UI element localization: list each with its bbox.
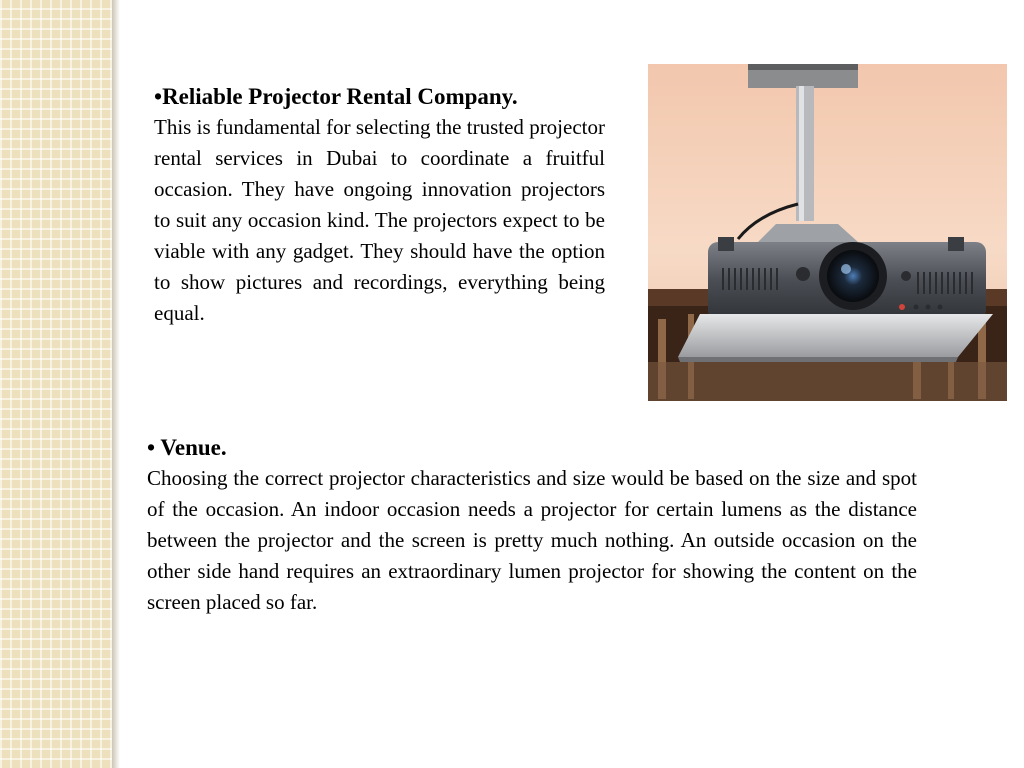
- bullet-marker: •: [147, 435, 161, 460]
- decorative-side-band: [0, 0, 112, 768]
- heading-text: Reliable Projector Rental Company.: [162, 84, 518, 109]
- section-heading: [147, 432, 917, 463]
- section-venue: [147, 432, 917, 618]
- section-body: Choosing the correct projector characteristics and size would be based on the size and spot of the occasion. An indoor occasion needs a projector for certain lumens as the distance between the projector and the screen is pretty much nothing. An outside occasion on the other side hand requires an extraordinary lumen projector for showing the content on the screen placed so far.: [147, 466, 917, 614]
- bullet-marker: •: [154, 84, 163, 109]
- section-body: This is fundamental for selecting the trusted projector rental services in Dubai to coordinate a fruitful occasion. They have ongoing innovation projectors to suit any occasion kind. The projectors expect to be viable with any gadget. They should have the option to show pictures and recordings, everything being equal.: [154, 115, 605, 325]
- projector-photo: [648, 64, 1007, 401]
- section-projector-rental: [154, 81, 605, 329]
- section-heading: [154, 81, 605, 112]
- heading-text: Venue.: [160, 435, 227, 460]
- side-band-shadow: [112, 0, 120, 768]
